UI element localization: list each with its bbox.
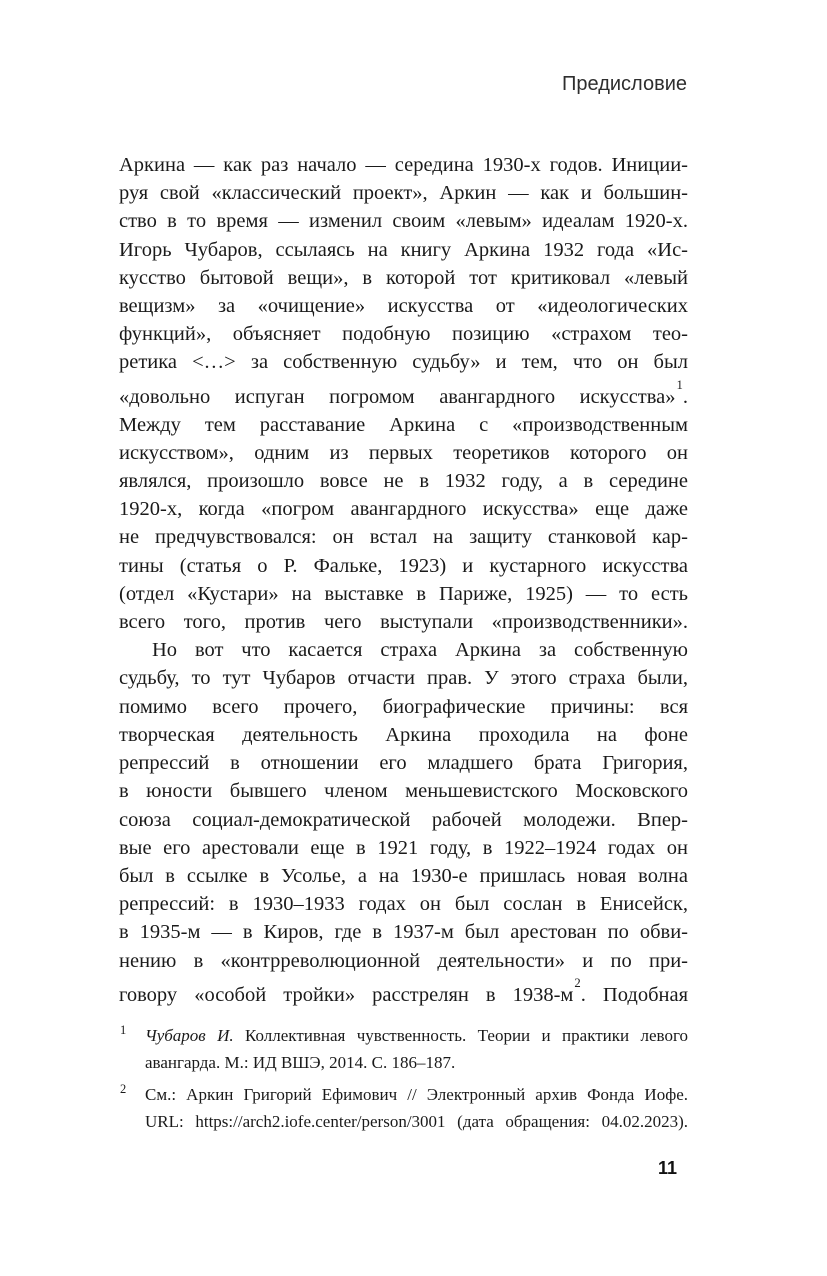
text-run: URL: https://arch2.iofe.center/person/3001 (дата обращения: 04.02.2023). bbox=[145, 1112, 688, 1131]
body-line bbox=[119, 495, 688, 523]
body-line bbox=[119, 721, 688, 749]
body-line bbox=[119, 236, 688, 264]
text-run: не предчувствовался: он встал на защиту станковой кар- bbox=[119, 526, 688, 549]
text-run: . Подобная bbox=[580, 983, 688, 1006]
text-run: судьбу, то тут Чубаров отчасти прав. У этого страха были, bbox=[119, 667, 688, 690]
footnote-line bbox=[145, 1049, 688, 1076]
footnote-line bbox=[145, 1022, 688, 1049]
text-run: «довольно испуган погромом авангардного искусства» bbox=[119, 385, 676, 408]
text-run: кусство бытовой вещи», в которой тот критиковал «левый bbox=[119, 266, 688, 289]
body-text bbox=[119, 151, 688, 1009]
body-line bbox=[119, 834, 688, 862]
footnote-marker: 1 bbox=[120, 1023, 127, 1037]
text-run: являлся, произошло вовсе не в 1932 году, а в середине bbox=[119, 470, 688, 493]
running-head: Предисловие bbox=[562, 73, 687, 95]
text-run: Игорь Чубаров, ссылаясь на книгу Аркина 1932 года «Ис- bbox=[119, 238, 688, 261]
text-run: был в ссылке в Усолье, а на 1930-е пришлась новая волна bbox=[119, 864, 688, 887]
paragraph bbox=[119, 151, 688, 636]
paragraph bbox=[119, 636, 688, 1008]
footnote-ref: 1 bbox=[676, 377, 683, 392]
text-run: . bbox=[682, 385, 688, 408]
text-run: нению в «контрреволюционной деятельности» и по при- bbox=[119, 949, 688, 972]
body-line bbox=[119, 467, 688, 495]
text-run: говору «особой тройки» расстрелян в 1938-м bbox=[119, 983, 574, 1006]
body-line bbox=[119, 890, 688, 918]
body-line bbox=[119, 151, 688, 179]
body-line bbox=[119, 523, 688, 551]
text-run: в юности бывшего членом меньшевистского Московского bbox=[119, 780, 688, 803]
body-line bbox=[119, 749, 688, 777]
body-line bbox=[119, 552, 688, 580]
body-line bbox=[119, 292, 688, 320]
text-run: Аркина — как раз начало — середина 1930-х годов. Иниции- bbox=[119, 154, 688, 176]
text-run: в 1935-м — в Киров, где в 1937-м был арестован по обви- bbox=[119, 921, 688, 944]
text-run: ретика <…> за собственную судьбу» и тем, что он был bbox=[119, 351, 688, 374]
text-run: руя свой «классический проект», Аркин — как и большин- bbox=[119, 182, 688, 205]
footnote-marker: 2 bbox=[120, 1082, 127, 1096]
body-line bbox=[119, 693, 688, 721]
body-line bbox=[119, 377, 688, 411]
text-run: Но вот что касается страха Аркина за собственную bbox=[152, 639, 688, 662]
footnote bbox=[119, 1081, 688, 1135]
body-line bbox=[119, 207, 688, 235]
text-run: ство в то время — изменил своим «левым» идеалам 1920-х. bbox=[119, 210, 688, 233]
body-line bbox=[119, 320, 688, 348]
body-line bbox=[119, 862, 688, 890]
text-run: творческая деятельность Аркина проходила на фоне bbox=[119, 723, 688, 746]
body-line bbox=[119, 806, 688, 834]
footnote-ref: 2 bbox=[574, 976, 581, 990]
body-line bbox=[119, 975, 688, 1009]
text-run: репрессий в отношении его младшего брата Григория, bbox=[119, 752, 688, 775]
text-run: тины (статья о Р. Фальке, 1923) и кустарного искусства bbox=[119, 554, 688, 577]
text-run: репрессий: в 1930–1933 годах он был сослан в Енисейск, bbox=[119, 893, 688, 916]
body-line bbox=[119, 664, 688, 692]
body-line bbox=[119, 179, 688, 207]
text-run: См.: Аркин Григорий Ефимович // Электронный архив Фонда Иофе. bbox=[145, 1085, 688, 1104]
body-line bbox=[119, 580, 688, 608]
body-line bbox=[119, 636, 688, 664]
body-line bbox=[119, 348, 688, 376]
text-run: функций», объясняет подобную позицию «страхом тео- bbox=[119, 323, 688, 346]
footnote-line bbox=[145, 1081, 688, 1108]
text-run: Коллективная чувственность. Теории и практики левого bbox=[233, 1026, 689, 1045]
text-run: искусством», одним из первых теоретиков которого он bbox=[119, 441, 688, 464]
text-run: всего того, против чего выступали «производственники». bbox=[119, 611, 688, 634]
body-line bbox=[119, 411, 688, 439]
text-run: союза социал-демократической рабочей молодежи. Впер- bbox=[119, 808, 688, 831]
body-line bbox=[119, 608, 688, 636]
text-run: помимо всего прочего, биографические причины: вся bbox=[119, 695, 688, 718]
text-run: вещизм» за «очищение» искусства от «идеологических bbox=[119, 295, 688, 318]
text-run: 1920-х, когда «погром авангардного искусства» еще даже bbox=[119, 498, 688, 521]
body-line bbox=[119, 918, 688, 946]
body-line bbox=[119, 439, 688, 467]
text-run: (отдел «Кустари» на выставке в Париже, 1925) — то есть bbox=[119, 582, 688, 605]
footnotes bbox=[119, 1022, 688, 1135]
footnote bbox=[119, 1022, 688, 1076]
body-line bbox=[119, 947, 688, 975]
footnote-line bbox=[145, 1108, 688, 1135]
text-run: авангарда. М.: ИД ВШЭ, 2014. С. 186–187. bbox=[145, 1053, 456, 1072]
body-line bbox=[119, 777, 688, 805]
italic-text: Чубаров И. bbox=[145, 1026, 234, 1045]
page-number: 11 bbox=[657, 1158, 677, 1178]
text-run: вые его арестовали еще в 1921 году, в 1922–1924 годах он bbox=[119, 836, 688, 859]
body-line bbox=[119, 264, 688, 292]
text-run: Между тем расставание Аркина с «производственным bbox=[119, 413, 688, 436]
